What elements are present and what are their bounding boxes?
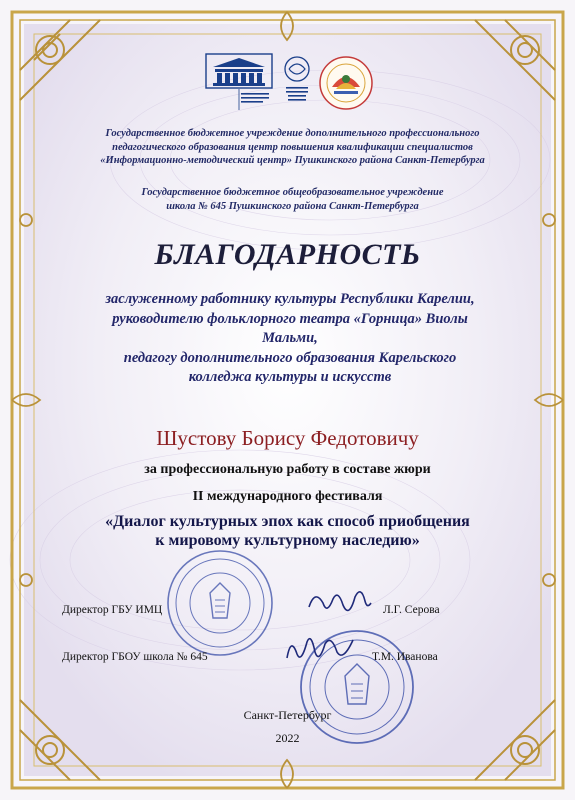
festival-emblem-logo [318,55,374,111]
signature-title-1: Директор ГБУ ИМЦ [62,604,163,616]
recipient-name: Шустову Борису Федотовичу [156,426,419,450]
org2-line: Государственное бюджетное общеобразовательное учреждение [141,187,444,198]
recipient-description [70,290,510,388]
award-reason [60,456,515,510]
festival-name [60,512,515,550]
city: Санкт-Петербург [243,708,332,722]
org1-header [70,127,515,168]
festival-line: «Диалог культурных эпох как способ приобщения [105,513,470,530]
recipient-line: заслуженному работнику культуры Республики Карелии, [105,291,475,307]
org2-line: школа № 645 Пушкинского района Санкт-Петербурга [166,200,419,212]
org1-line: Государственное бюджетное учреждение дополнительного профессионального [105,128,480,139]
reason-line: за профессиональную работу в составе жюри [144,462,431,477]
signature-ivanova [283,630,358,670]
official-stamp [165,548,275,658]
signature-name-1: Л.Г. Серова [383,604,440,616]
signature-name-2: Т.М. Иванова [372,651,438,663]
festival-line: к мировому культурному наследию» [155,532,420,549]
signature-title-2: Директор ГБОУ школа № 645 [62,651,208,663]
reason-line: II международного фестиваля [192,489,383,504]
year: 2022 [275,731,300,745]
signature-serova [305,585,375,625]
unesco-logo [205,53,273,111]
org1-line: педагогического образования центр повышения квалификации специалистов [112,141,473,153]
org1-line: «Информационно-методический центр» Пушкинского района Санкт-Петербурга [100,155,485,166]
org2-header [70,186,515,213]
recipient-line: колледжа культуры и искусств [188,369,392,385]
recipient-line: педагогу дополнительного образования Карельского [123,349,457,366]
unesco-schools-logo [282,55,312,111]
certificate-title: БЛАГОДАРНОСТЬ [154,238,421,271]
recipient-line: Мальми, [262,330,318,346]
recipient-line: руководителю фольклорного театра «Горница» Виолы [112,310,468,327]
